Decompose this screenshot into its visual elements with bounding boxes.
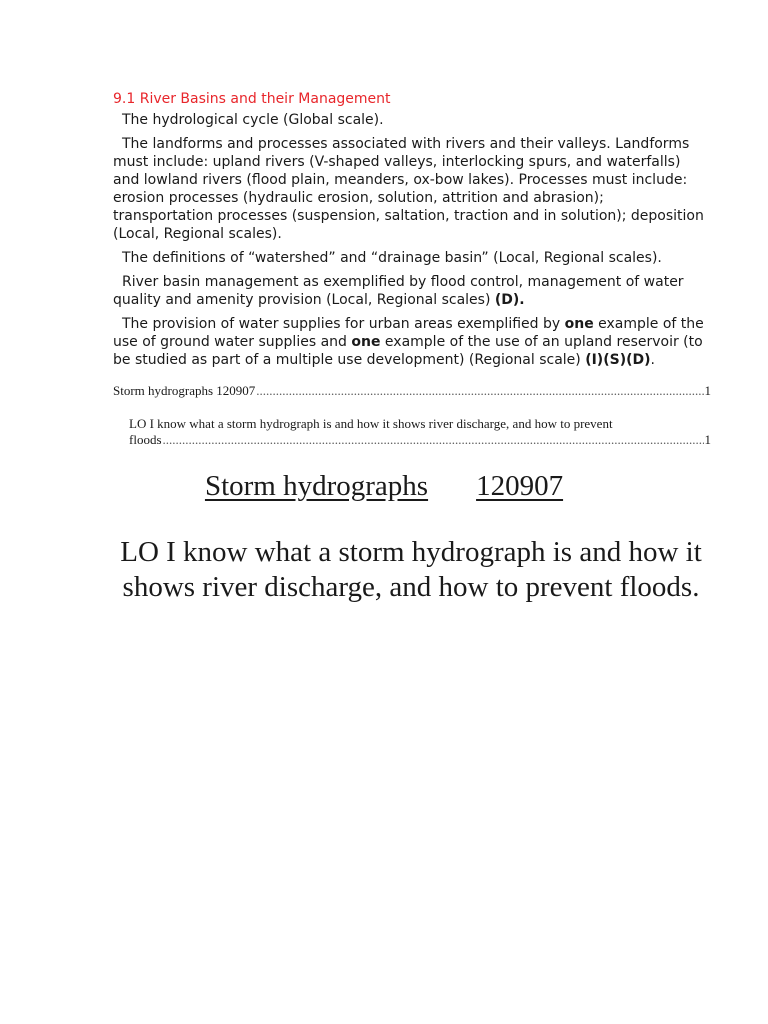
water-supply-end: . (650, 352, 655, 368)
title-number: 120907 (476, 470, 564, 502)
toc-dot-leader (256, 383, 703, 399)
toc-entry-learning-objective[interactable] (129, 416, 711, 448)
toc-page-number: 1 (704, 432, 711, 447)
basin-management-text: River basin management as exemplified by flood control, management of water quality and amenity provision (Local, Regional scales) (113, 274, 684, 308)
definitions-item: The definitions of “watershed” and “drainage basin” (Local, Regional scales). (122, 250, 662, 266)
landforms-item: The landforms and processes associated with rivers and their valleys. Landforms must include: upland rivers (V-shaped valleys, interlocking spurs, and waterfalls) and lowland rivers (flood plain, meanders, ox-bow lakes). Processes must include: erosion processes (hydraulic erosion, solution, attrition and abrasion); transportation processes (suspension, saltation, traction and in solution); deposition (Local, Regional scales). (113, 136, 704, 242)
toc-entry-text-line2: floods (129, 432, 162, 447)
water-supply-one-2: one (351, 334, 381, 350)
toc-entry-text: Storm hydrographs 120907 (113, 383, 256, 398)
page-title (0, 466, 768, 506)
toc-entry-storm-hydrographs[interactable] (113, 383, 711, 399)
water-supply-text-2: example of the use of ground water supplies and (113, 316, 704, 350)
water-supply-text-1: The provision of water supplies for urban areas exemplified by (122, 316, 565, 332)
water-supply-text-3: example of the use of an upland reservoir (to be studied as part of a multiple use development) (Regional scale) (113, 334, 703, 368)
toc-entry-text-line1: LO I know what a storm hydrograph is and how it shows river discharge, and how to prevent (129, 416, 613, 431)
learning-objective: LO I know what a storm hydrograph is and how it shows river discharge, and how to prevent floods. (120, 536, 702, 603)
section-heading: 9.1 River Basins and their Management (113, 91, 391, 107)
toc-dot-leader (163, 432, 704, 448)
syllabus-section (113, 90, 708, 375)
title-text: Storm hydrographs (204, 470, 429, 502)
water-supply-code: (I)(S)(D) (585, 352, 651, 368)
basin-management-code: (D). (494, 292, 525, 308)
hydrological-cycle-item: The hydrological cycle (Global scale). (122, 112, 384, 128)
water-supply-item (113, 315, 708, 369)
basin-management-item (113, 273, 708, 309)
water-supply-one-1: one (564, 316, 594, 332)
toc-page-number: 1 (704, 383, 711, 398)
